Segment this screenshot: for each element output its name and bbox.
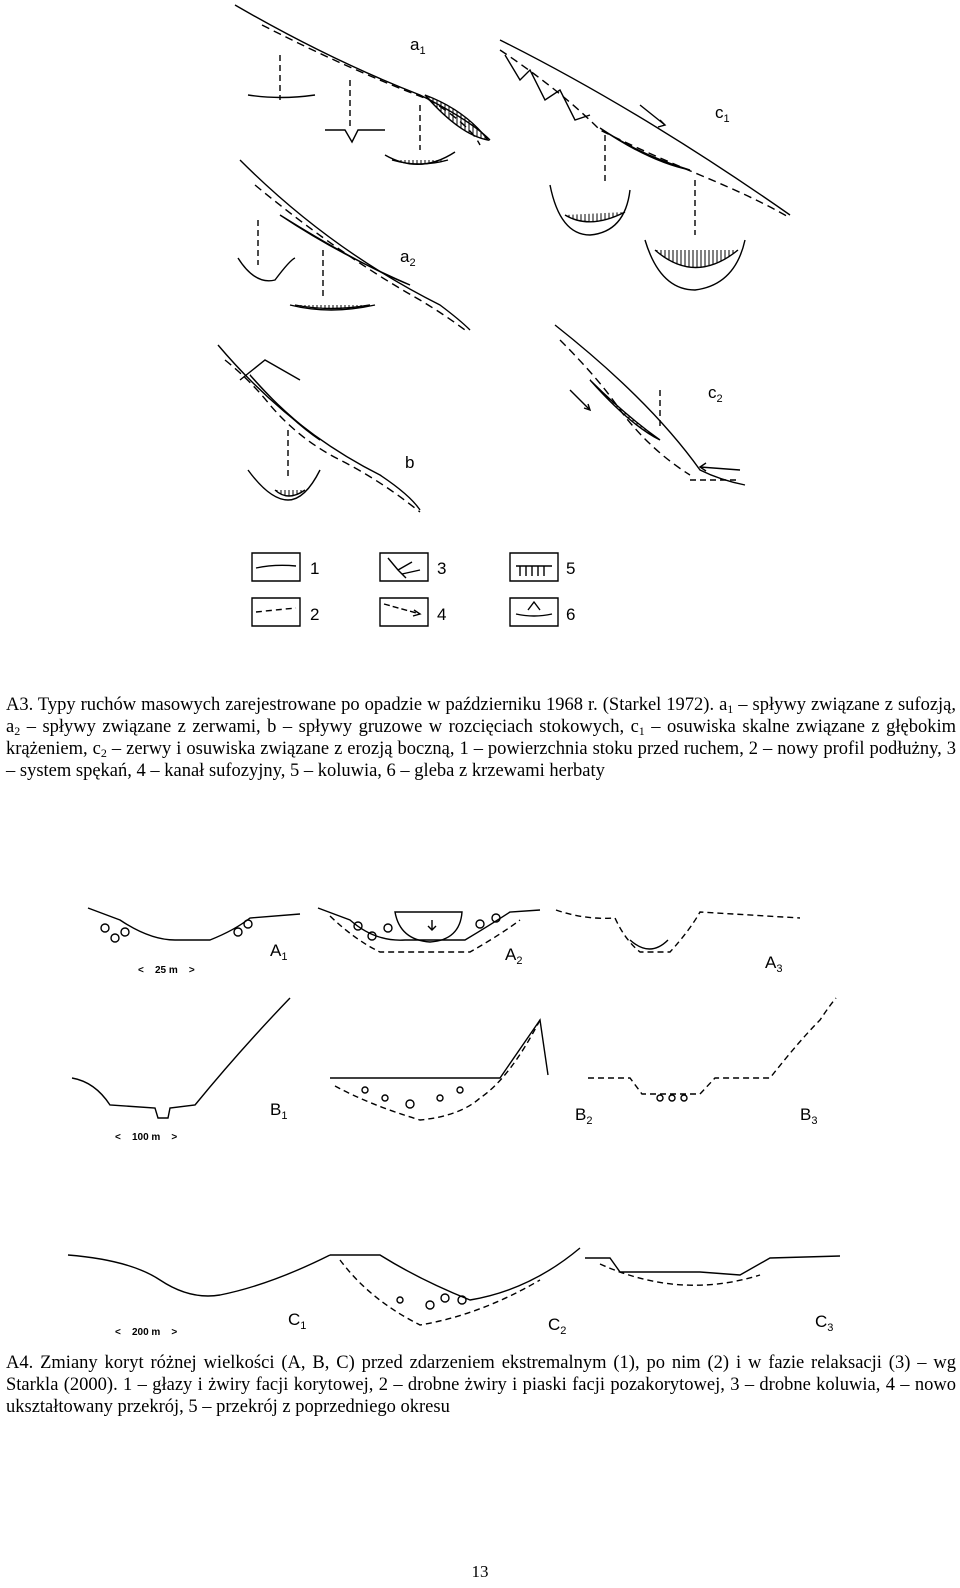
label-B1: $B_1$ bbox=[270, 1100, 288, 1122]
label-C1: $C_1$ bbox=[288, 1310, 307, 1332]
page-number: 13 bbox=[471, 1562, 489, 1581]
label-C3: $C_3$ bbox=[815, 1312, 834, 1334]
scale-b: < 100 m > bbox=[115, 1132, 178, 1143]
label-B2: $B_2$ bbox=[575, 1105, 593, 1127]
label-B3: $B_3$ bbox=[800, 1105, 818, 1127]
legend-6: 6 bbox=[566, 605, 576, 624]
label-c1: $c_1$ bbox=[715, 103, 730, 125]
legend-2: 2 bbox=[310, 605, 320, 624]
label-b: b bbox=[405, 453, 415, 472]
caption-a3: A3. Typy ruchów masowych zarejestrowane po opadzie w październiku 1968 r. (Starkel 1972). $a_1$ – spływy związane z sufozją, $a_2$ – spływy związane z zerwami, b – spływy gruzowe w rozcięciach stokowych, $c_1$ – osuwiska skalne związane z głębokim krążeniem, $c_2$ – zerwy i osuwiska związane z erozją boczną, 1 – powierzchnia stoku przed ruchem, 2 – nowy profil podłużny, 3 – system spękań, 4 – kanał sufozyjny, 5 – koluwia, 6 – gleba z krzewami herbaty bbox=[6, 695, 957, 781]
label-a2: $a_2$ bbox=[400, 247, 416, 269]
scale-c: < 200 m > bbox=[115, 1327, 178, 1338]
label-A3: $A_3$ bbox=[765, 953, 783, 975]
legend-5: 5 bbox=[566, 559, 576, 578]
scale-a: < 25 m > bbox=[138, 965, 195, 976]
label-C2: $C_2$ bbox=[548, 1315, 567, 1337]
figure-a3 bbox=[0, 0, 960, 650]
figure-a4 bbox=[0, 880, 960, 1350]
label-A1: $A_1$ bbox=[270, 941, 288, 963]
label-a1: $a_1$ bbox=[410, 35, 426, 57]
label-A2: $A_2$ bbox=[505, 945, 523, 967]
legend-3: 3 bbox=[437, 559, 447, 578]
label-c2: $c_2$ bbox=[708, 383, 723, 405]
legend-1: 1 bbox=[310, 559, 320, 578]
caption-a4: A4. Zmiany koryt różnej wielkości (A, B, C) przed zdarzeniem ekstremalnym (1), po nim (2) i w fazie relaksacji (3) – wg Starkla (2000). 1 – głazy i żwiry facji korytowej, 2 – drobne żwiry i piaski facji pozakorytowej, 3 – drobne koluwia, 4 – nowo ukształtowany przekrój, 5 – przekrój z poprzedniego okresu bbox=[6, 1353, 956, 1417]
legend-4: 4 bbox=[437, 605, 447, 624]
